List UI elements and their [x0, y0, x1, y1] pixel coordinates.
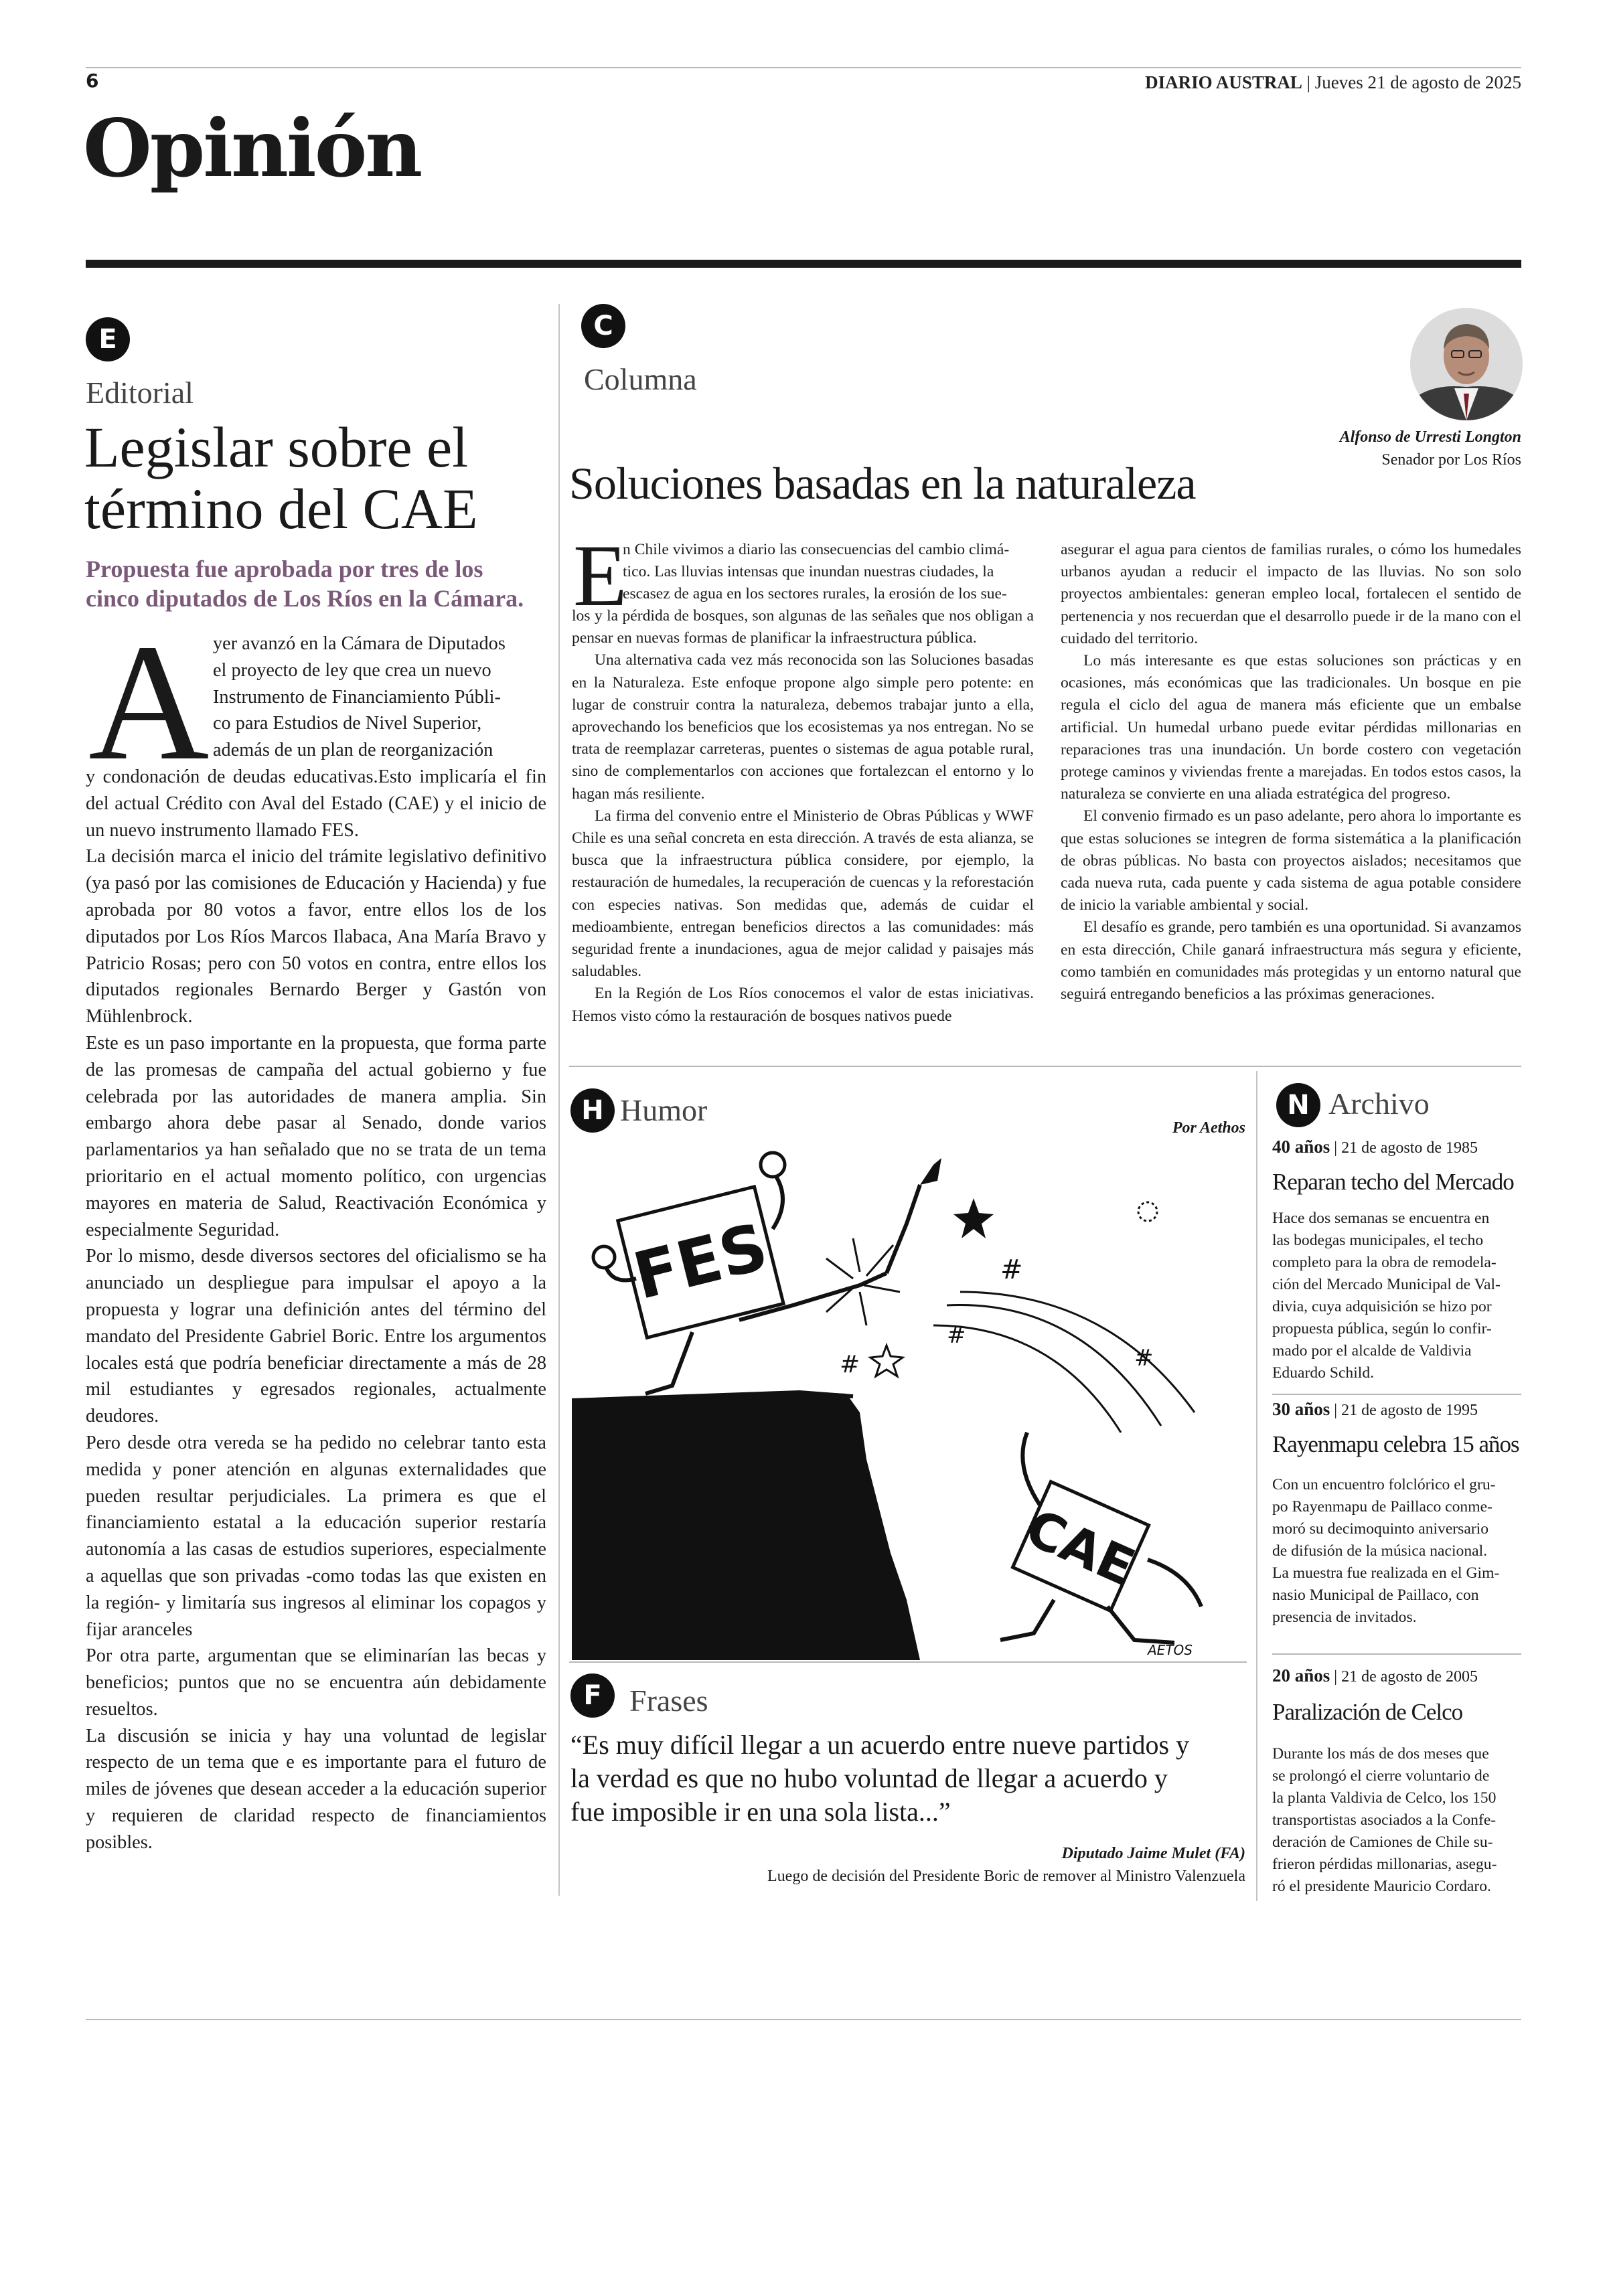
archivo-entry-line: ción del Mercado Municipal de Val- [1272, 1276, 1501, 1293]
editorial-paragraph: La discusión se inicia y hay una voluntad de legislar respecto de un tema que e es importante para el futuro de miles de jóvenes que desean acceder a la educación superior y requieren de claridad respecto de financiamientos posibles. [86, 1725, 546, 1853]
archivo-entry-line: presencia de invitados. [1272, 1609, 1417, 1626]
archivo-entry-line: Con un encuentro folclórico el gru- [1272, 1476, 1496, 1493]
column-body-right [1061, 539, 1521, 1005]
section-title: Opinión [83, 102, 421, 195]
archivo-separator: | [1330, 1139, 1342, 1157]
archivo-entry-body [1272, 1743, 1523, 1898]
column-paragraph: Una alternativa cada vez más reconocida son las Soluciones basadas en la Naturaleza. Este enfoque propone algo simple pero potente: en lugar de construir contra la naturaleza, debemos trabajar junto a ella, aprovechando los beneficios que los ecosistemas ya nos entregan. No se trata de reemplazar carreteras, puentes o sistemas de agua potable rural, sino de complementarlos con acciones que fortalezcan el entorno y lo hagan más resiliente. [572, 651, 1034, 803]
editorial-deck [86, 554, 524, 613]
editorial-badge: E [86, 317, 130, 361]
archivo-entry-line: propuesta pública, según lo confir- [1272, 1320, 1492, 1337]
editorial-paragraph: La decisión marca el inicio del trámite legislativo definitivo (ya pasó por las comisiones de Educación y Hacienda) y fue aprobada por 80 votos a favor, entre ellos los de los diputados por Los Ríos Marcos Ilabaca, Ana María Bravo y Patricio Rosas; pero con 50 votos en contra, entre ellos los diputados regionales Bernardo Berger y Gastón von Mühlenbrock. [86, 846, 546, 1028]
editorial-lead-line: además de un plan de reorganización [213, 740, 493, 761]
archivo-entry-line: las bodegas municipales, el techo [1272, 1232, 1484, 1249]
editorial-paragraph: Por otra parte, argumentan que se eliminarían las becas y beneficios; puntos que no se encuentra aún debidamente resueltos. [86, 1645, 546, 1720]
editorial-label: Editorial [86, 376, 194, 410]
header-top-rule [86, 67, 1521, 68]
editorial-dropcap: A [88, 610, 210, 795]
column-label: Columna [584, 362, 697, 396]
archivo-entry-line: Durante los más de dos meses que [1272, 1745, 1489, 1762]
column-paragraph: En la Región de Los Ríos conocemos el valor de estas iniciativas. Hemos visto cómo la restauración de bosques nativos puede [572, 985, 1034, 1025]
archivo-badge: N [1276, 1083, 1320, 1127]
archivo-entry-body [1272, 1474, 1523, 1629]
archivo-entry-line: se prolongó el cierre voluntario de [1272, 1767, 1490, 1785]
archivo-entry-title: Rayenmapu celebra 15 años [1272, 1431, 1519, 1457]
archivo-entry-line: deración de Camiones de Chile su- [1272, 1833, 1493, 1851]
archivo-date: 21 de agosto de 1985 [1341, 1139, 1478, 1157]
column-paragraph: los y la pérdida de bosques, son algunas de las señales que nos obligan a pensar en nuevas formas de planificar la infraestructura pública. [572, 607, 1034, 647]
editorial-lead [213, 631, 546, 764]
masthead: DIARIO AUSTRAL [1145, 72, 1302, 92]
archivo-entry-date-line [1272, 1399, 1478, 1420]
archivo-entry-rule [1272, 1653, 1521, 1655]
column-lead-line: n Chile vivimos a diario las consecuencias del cambio climá- [623, 541, 1010, 558]
cartoon-signature: AETOS [1148, 1642, 1193, 1658]
column-bottom-rule [569, 1066, 1521, 1067]
editorial-lead-line: Instrumento de Financiamiento Públi- [213, 686, 501, 708]
page-number: 6 [86, 70, 99, 92]
humor-label: Humor [620, 1093, 708, 1127]
cartoon [572, 1145, 1247, 1660]
column-paragraph: El convenio firmado es un paso adelante, pero ahora lo importante es que estas soluciones se integren de forma sistemática a la planificación de obras públicas. No basta con proyectos aislados; necesitamos que cada nueva ruta, cada puente y cada sistema de agua potable considere de inicio la variable ambiental y social. [1061, 807, 1521, 914]
column-badge: C [581, 304, 625, 348]
frases-speaker: Diputado Jaime Mulet (FA) [1061, 1845, 1245, 1862]
archivo-label: Archivo [1328, 1086, 1430, 1121]
column-author: Alfonso de Urresti Longton [1339, 428, 1521, 446]
column-lead-line: tico. Las lluvias intensas que inundan nuestras ciudades, la [623, 563, 994, 581]
archivo-entry-body [1272, 1208, 1523, 1384]
archivo-entry-line: po Rayenmapu de Paillaco conme- [1272, 1498, 1493, 1515]
archivo-entry-line: nasio Municipal de Paillaco, con [1272, 1586, 1479, 1604]
editorial-lead-line: el proyecto de ley que crea un nuevo [213, 659, 491, 681]
editorial-deck-line: cinco diputados de Los Ríos en la Cámara. [86, 585, 524, 612]
column-lead-line: escasez de agua en los sectores rurales, la erosión de los sue- [623, 585, 1007, 603]
editorial-lead-line: yer avanzó en la Cámara de Diputados [213, 633, 506, 654]
editorial-paragraph: Por lo mismo, desde diversos sectores del oficialismo se ha anunciado un despliegue para impulsar el apoyo a la propuesta y lograr una definición antes del término del mandato del Presidente Gabriel Boric. Entre los argumentos locales está que podría beneficiar directamente a más de 28 mil estudiantes y egresados regionales, actualmente deudores. [86, 1246, 546, 1427]
masthead-line [1145, 72, 1521, 93]
archivo-years: 40 años [1272, 1137, 1330, 1157]
editorial-paragraph: Pero desde otra vereda se ha pedido no celebrar tanto esta medida y poner atención en algunas externalidades que pueden resultar perjudiciales. La primera es que el financiamiento estatal a la educación superior restaría autonomía a las casas de estudios superiores, especialmente a aquellas que son privadas -como todas las que existen en la región- y limitaría sus ingresos al eliminar los copagos y fijar aranceles [86, 1432, 546, 1640]
humor-badge: H [570, 1088, 615, 1133]
archivo-entry-date-line [1272, 1665, 1478, 1686]
cartoon-sign-fes: FES [626, 1209, 775, 1315]
frases-badge: F [570, 1673, 615, 1718]
cartoon-hash-icon: # [840, 1351, 860, 1378]
archivo-column-divider [1256, 1071, 1257, 1901]
frases-context: Luego de decisión del Presidente Boric de remover al Ministro Valenzuela [767, 1868, 1245, 1885]
archivo-years: 20 años [1272, 1665, 1330, 1686]
column-paragraph: Lo más interesante es que estas soluciones son prácticas y en ocasiones, más económicas que las tradicionales. Un bosque en pie regula el ciclo del agua de manera más eficiente que un embalse artificial. Un humedal urbano puede evitar pérdidas millonarias en reparaciones tras una inundación. Un borde costero con vegetación protege caminos y viviendas frente a marejadas. En todos estos casos, la naturaleza se convierte en una aliada estratégica del progreso. [1061, 652, 1521, 803]
archivo-separator: | [1330, 1402, 1342, 1419]
frases-label: Frases [629, 1684, 708, 1718]
cartoon-sign-cae: CAE [1017, 1497, 1144, 1597]
author-portrait-icon [1410, 308, 1523, 420]
cartoon-illustration [572, 1145, 1247, 1660]
column-headline: Soluciones basadas en la naturaleza [569, 458, 1196, 509]
column-paragraph: asegurar el agua para cientos de familias rurales, o cómo los humedales urbanos ayudan a reducir el impacto de las lluvias. No son solo proyectos ambientales: generan empleo local, fortalecen el sentido de pertenencia y nos recuerdan que el desarrollo puede ir de la mano con el cuidado del territorio. [1061, 541, 1521, 647]
archivo-entry-line: transportistas asociados a la Confe- [1272, 1811, 1497, 1829]
editorial-body [86, 764, 546, 1856]
archivo-entry-line: la planta Valdivia de Celco, los 150 [1272, 1789, 1497, 1807]
frases-quote [570, 1728, 1189, 1829]
archivo-entry-title: Paralización de Celco [1272, 1699, 1463, 1725]
archivo-entry-rule [1272, 1394, 1521, 1395]
cartoon-hash-icon: # [1134, 1345, 1154, 1372]
frases-quote-line: la verdad es que no hubo voluntad de llegar a acuerdo y [570, 1763, 1168, 1793]
humor-bottom-rule [569, 1661, 1247, 1663]
archivo-entry-line: ró el presidente Mauricio Cordaro. [1272, 1878, 1491, 1895]
frases-quote-line: “Es muy difícil llegar a un acuerdo entre nueve partidos y [570, 1730, 1190, 1760]
archivo-entry-line: Hace dos semanas se encuentra en [1272, 1210, 1490, 1227]
archivo-date: 21 de agosto de 1995 [1341, 1402, 1478, 1419]
column-dropcap: E [573, 526, 627, 625]
archivo-years: 30 años [1272, 1399, 1330, 1419]
editorial-lead-line: co para Estudios de Nivel Superior, [213, 713, 482, 734]
archivo-entry-line: moró su decimoquinto aniversario [1272, 1520, 1489, 1538]
archivo-entry-line: completo para la obra de remodela- [1272, 1254, 1497, 1271]
editorial-headline-line: término del CAE [84, 477, 478, 541]
issue-date: Jueves 21 de agosto de 2025 [1314, 72, 1521, 92]
archivo-separator: | [1330, 1668, 1342, 1686]
archivo-entry-date-line [1272, 1137, 1478, 1157]
column-author-role: Senador por Los Ríos [1381, 451, 1521, 469]
column-paragraph: La firma del convenio entre el Ministerio de Obras Públicas y WWF Chile es una señal concreta en esta dirección. A través de esta alianza, se busca que la infraestructura pública considere, por ejemplo, la restauración de humedales, la recuperación de cuencas y la reforestación con especies nativas. Son medidas que, además de cuidar el medioambiente, entregan beneficios directos a las comunidades: más seguridad frente a inundaciones, agua de mejor calidad y paisajes más saludables. [572, 807, 1034, 981]
editorial-paragraph: y condonación de deudas educativas.Esto implicaría el fin del actual Crédito con Aval del Estado (CAE) y el inicio de un nuevo instrumento llamado FES. [86, 766, 546, 841]
column-body-left [572, 605, 1034, 1028]
footer-rule [86, 2019, 1521, 2020]
archivo-entry-line: frieron pérdidas millonarias, asegu- [1272, 1856, 1497, 1873]
archivo-entry-line: La muestra fue realizada en el Gim- [1272, 1564, 1500, 1582]
cartoon-hash-icon: # [947, 1322, 966, 1349]
column-paragraph: El desafío es grande, pero también es una oportunidad. Si avanzamos en esta dirección, Chile ganará infraestructura más segura y eficiente, como también en comunidades más protegidas y un entorno natural que seguirá entregando beneficios a las próximas generaciones. [1061, 918, 1521, 1003]
frases-quote-line: fue imposible ir en una sola lista...” [570, 1797, 951, 1827]
editorial-headline [84, 416, 478, 540]
archivo-entry-line: de difusión de la música nacional. [1272, 1542, 1488, 1560]
header-bottom-rule [86, 260, 1521, 268]
author-photo [1410, 308, 1523, 420]
archivo-entry-line: mado por el alcalde de Valdivia [1272, 1342, 1472, 1360]
cartoon-hash-icon: # [1000, 1254, 1023, 1285]
archivo-entry-title: Reparan techo del Mercado [1272, 1169, 1514, 1195]
archivo-date: 21 de agosto de 2005 [1341, 1668, 1478, 1686]
editorial-paragraph: Este es un paso importante en la propuesta, que forma parte de las promesas de campaña del actual gobierno y fue celebrada por las autoridades de manera amplia. Sin embargo ahora debe pasar al Senado, donde varios parlamentarios ya han señalado que no se trata de un tema prioritario en el actual momento político, con urgencias mayores en materia de Salud, Reactivación Económica y especialmente Seguridad. [86, 1032, 546, 1240]
editorial-column-divider [558, 304, 560, 1896]
archivo-entry-line: Eduardo Schild. [1272, 1364, 1375, 1382]
archivo-entry-line: divia, cuya adquisición se hizo por [1272, 1298, 1492, 1315]
humor-credit: Por Aethos [1172, 1119, 1245, 1137]
editorial-headline-line: Legislar sobre el [84, 415, 469, 479]
editorial-deck-line: Propuesta fue aprobada por tres de los [86, 556, 483, 582]
column-lead [623, 539, 1034, 606]
masthead-separator: | [1302, 72, 1315, 92]
